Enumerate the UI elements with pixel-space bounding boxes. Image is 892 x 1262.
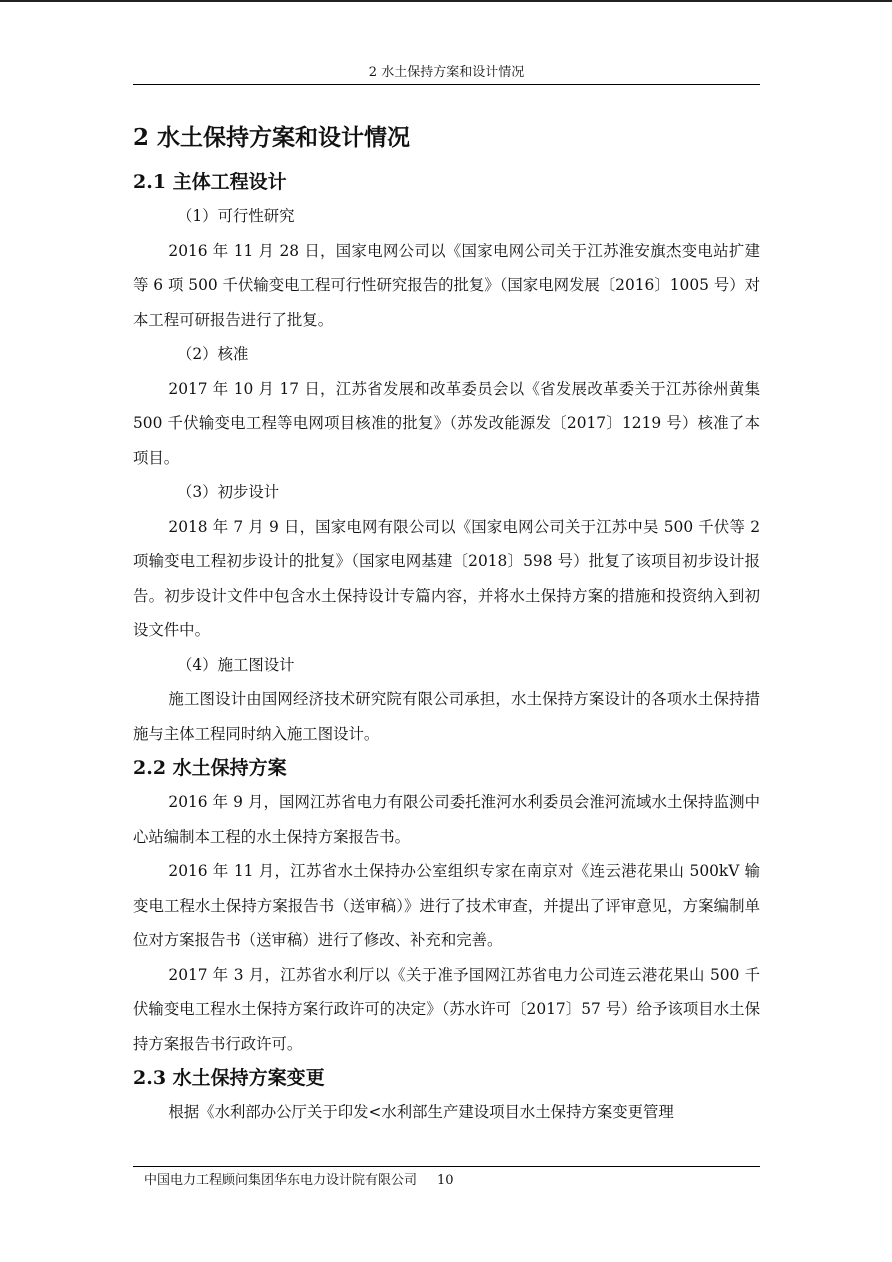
running-header: 2 水土保持方案和设计情况 [368, 65, 525, 80]
page-top-border [0, 0, 892, 2]
paragraph-preliminary-design: 2018 年 7 月 9 日，国家电网有限公司以《国家电网公司关于江苏中吴 500 千伏等 2 项输变电工程初步设计的批复》（国家电网基建〔2018〕598 号）批复了该项目初步设计报告。初步设计文件中包含水土保持设计专篇内容，并将水土保持方案的措施和投资纳入到初设文件中。 [133, 517, 760, 639]
subheading-feasibility-study: （1）可行性研究 [177, 207, 295, 225]
header-divider [133, 84, 760, 85]
paragraph-plan-change: 根据《水利部办公厅关于印发<水利部生产建设项目水土保持方案变更管理 [168, 1103, 674, 1121]
paragraph-plan-review: 2016 年 11 月，江苏省水土保持办公室组织专家在南京对《连云港花果山 500kV 输变电工程水土保持方案报告书（送审稿）》进行了技术审查，并提出了评审意见，方案编制单位对方案报告书（送审稿）进行了修改、补充和完善。 [133, 862, 760, 949]
section-title-2-2: 2.2 水土保持方案 [133, 757, 287, 779]
section-title-2-3: 2.3 水土保持方案变更 [133, 1067, 325, 1089]
paragraph-plan-commission: 2016 年 9 月，国网江苏省电力有限公司委托淮河水利委员会淮河流域水土保持监测中心站编制本工程的水土保持方案报告书。 [133, 793, 760, 846]
footer-divider [133, 1166, 760, 1167]
subheading-construction-drawing: （4）施工图设计 [177, 655, 295, 674]
paragraph-construction-drawing: 施工图设计由国网经济技术研究院有限公司承担，水土保持方案设计的各项水土保持措施与主体工程同时纳入施工图设计。 [133, 690, 760, 743]
chapter-title: 2 水土保持方案和设计情况 [133, 124, 411, 151]
paragraph-feasibility-study: 2016 年 11 月 28 日，国家电网公司以《国家电网公司关于江苏淮安旗杰变电站扩建等 6 项 500 千伏输变电工程可行性研究报告的批复》（国家电网发展〔2016〕1005 号）对本工程可研报告进行了批复。 [133, 241, 760, 329]
section-title-2-1: 2.1 主体工程设计 [133, 171, 287, 193]
page-number: 10 [437, 1173, 454, 1188]
paragraph-approval: 2017 年 10 月 17 日，江苏省发展和改革委员会以《省发展改革委关于江苏徐州黄集 500 千伏输变电工程等电网项目核准的批复》（苏发改能源发〔2017〕1219 号）核准了本项目。 [133, 379, 760, 467]
subheading-preliminary-design: （3）初步设计 [177, 483, 280, 501]
document-body [133, 119, 760, 1130]
subheading-approval: （2）核准 [177, 345, 249, 363]
paragraph-plan-permit: 2017 年 3 月，江苏省水利厅以《关于准予国网江苏省电力公司连云港花果山 500 千伏输变电工程水土保持方案行政许可的决定》（苏水许可〔2017〕57 号）给予该项目水土保持方案报告书行政许可。 [133, 965, 760, 1053]
footer-company: 中国电力工程顾问集团华东电力设计院有限公司 [144, 1173, 418, 1188]
page-footer [144, 1172, 454, 1190]
